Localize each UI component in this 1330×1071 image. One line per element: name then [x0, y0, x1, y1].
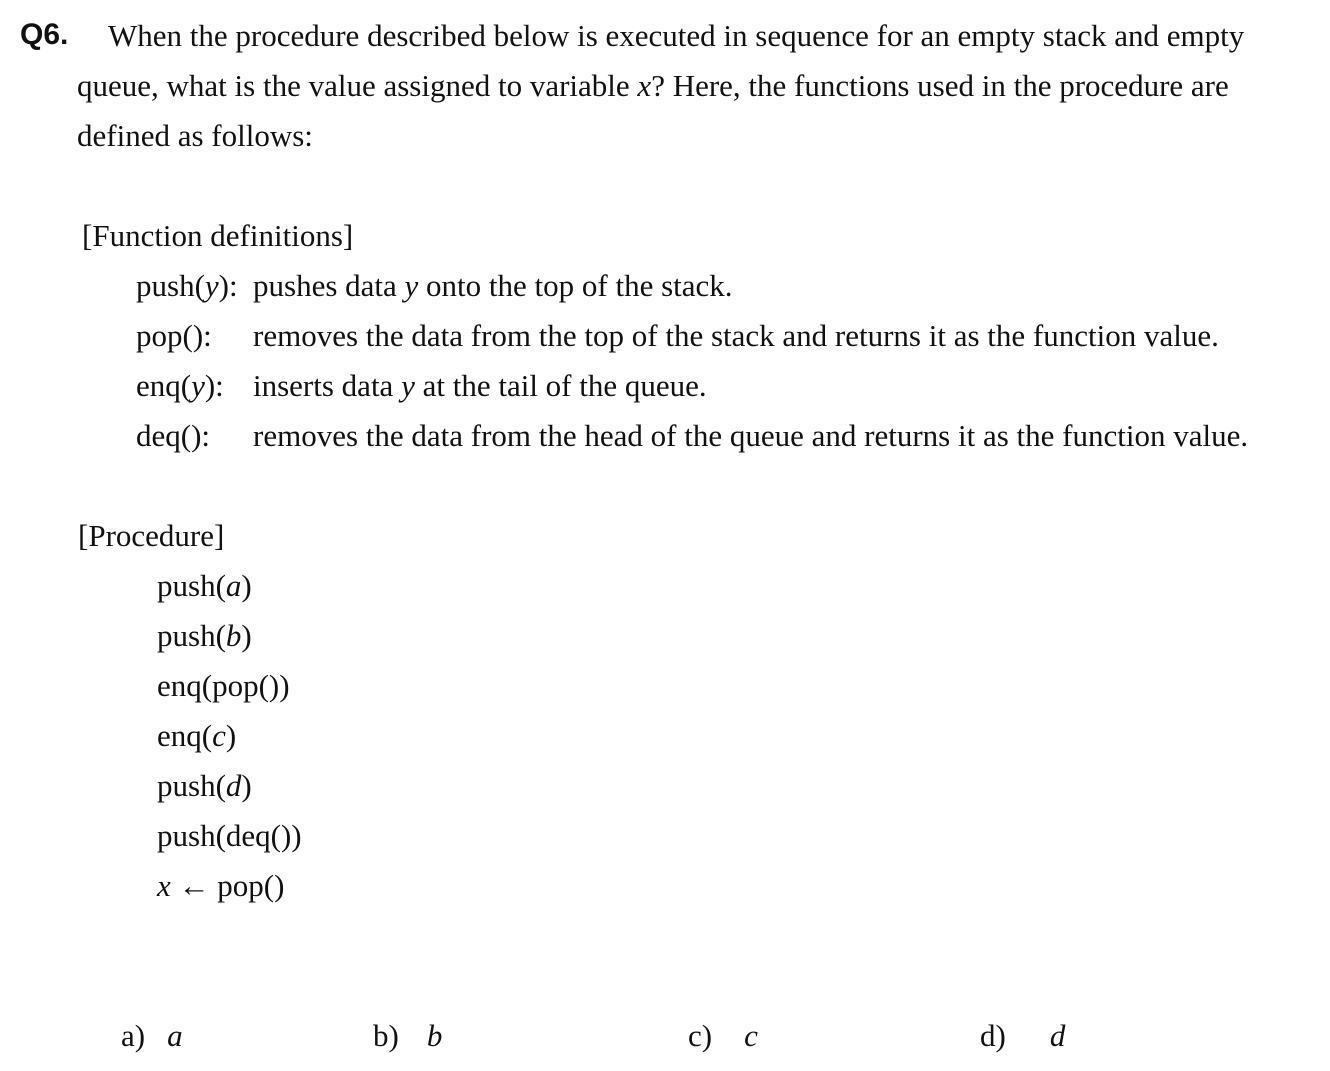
question-number: Q6.: [20, 18, 69, 51]
function-desc-pop: removes the data from the top of the stack and returns it as the function value.: [253, 318, 1219, 353]
function-desc-push: pushes data y onto the top of the stack.: [253, 268, 733, 303]
function-desc-enq: inserts data y at the tail of the queue.: [253, 368, 707, 403]
procedure-step-2: push(b): [157, 618, 252, 653]
procedure-heading: [Procedure]: [78, 518, 225, 553]
function-def-pop: pop():: [136, 318, 212, 353]
question-stem-line1: When the procedure described below is executed in sequence for an empty stack and empty: [108, 18, 1245, 53]
function-desc-deq: removes the data from the head of the queue and returns it as the function value.: [253, 418, 1249, 453]
choice-a[interactable]: a) a: [121, 1018, 183, 1053]
function-def-push: push(y):: [136, 268, 238, 303]
procedure-step-5: push(d): [157, 768, 252, 803]
choice-b[interactable]: b) b: [373, 1018, 443, 1053]
procedure-step-6: push(deq()): [157, 818, 302, 853]
function-def-deq: deq():: [136, 418, 211, 453]
question-stem-line2: queue, what is the value assigned to variable x? Here, the functions used in the procedure are: [77, 68, 1229, 103]
procedure-step-3: enq(pop()): [157, 668, 290, 703]
procedure-step-1: push(a): [157, 568, 252, 603]
procedure-step-4: enq(c): [157, 718, 237, 753]
procedure-step-7: x ← pop(): [157, 868, 285, 903]
question-stem-line3: defined as follows:: [77, 118, 313, 153]
choice-d[interactable]: d) d: [980, 1018, 1066, 1053]
variable-x: x: [637, 68, 652, 103]
function-definitions-heading: [Function definitions]: [82, 218, 354, 253]
choice-c[interactable]: c) c: [688, 1018, 758, 1053]
function-def-enq: enq(y):: [136, 368, 224, 403]
